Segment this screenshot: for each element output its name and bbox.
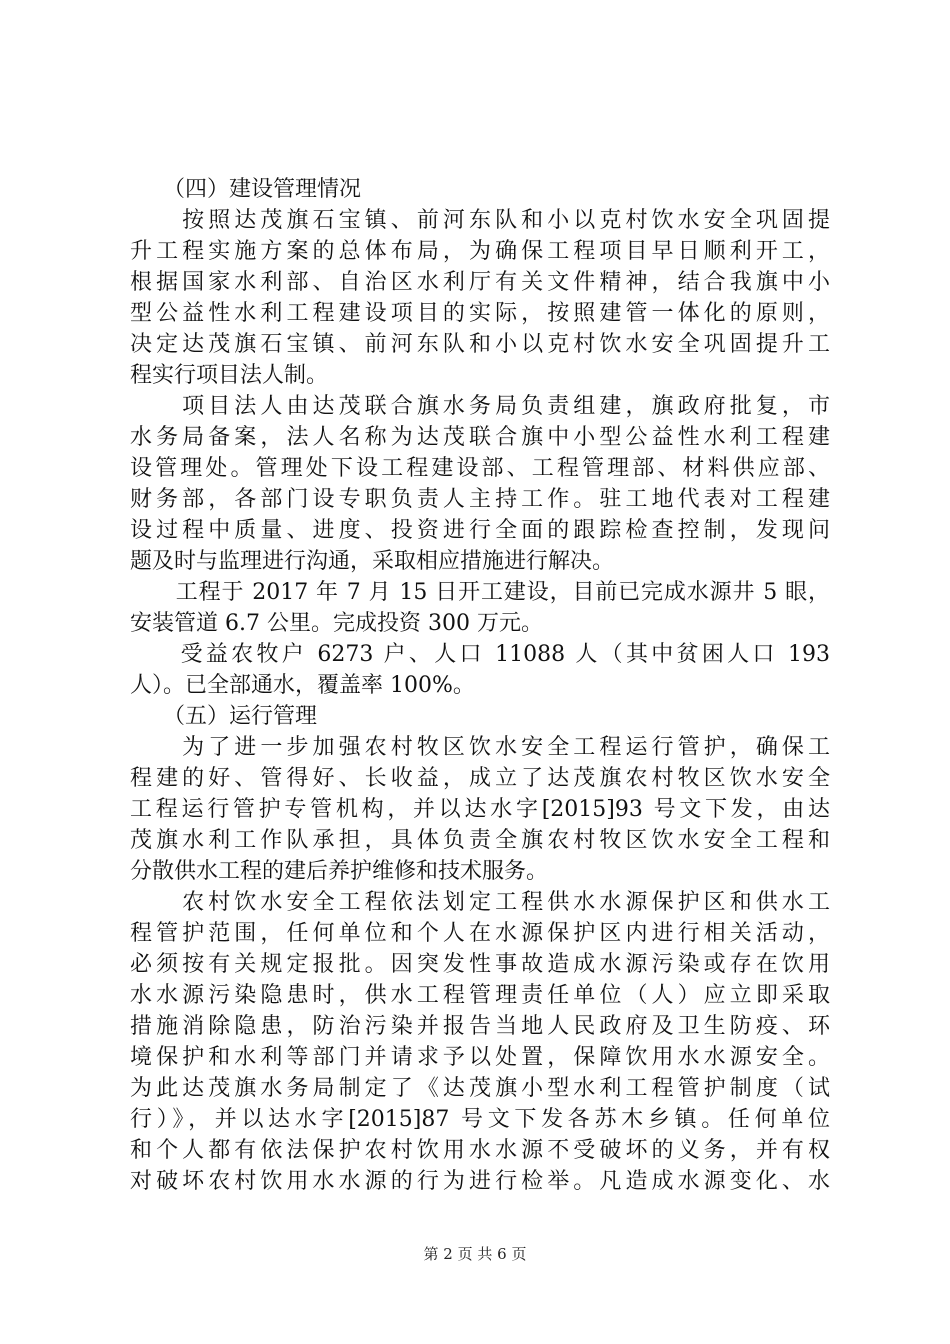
text-line: 分散供水工程的建后养护维修和技术服务。 xyxy=(130,859,549,884)
paragraph-project-legal-person xyxy=(130,391,830,577)
text-line: 决定达茂旗石宝镇、前河东队和小以克村饮水安全巩固提升工 xyxy=(130,332,830,357)
text-line: 设过程中质量、进度、投资进行全面的跟踪检查控制，发现问 xyxy=(130,518,830,543)
paragraph-beneficiaries xyxy=(130,639,830,701)
text-line: 根据国家水利部、自治区水利厅有关文件精神，结合我旗中小 xyxy=(130,270,830,295)
paragraph-water-source-protection xyxy=(130,887,830,1197)
text-line: 项目法人由达茂联合旗水务局负责组建，旗政府批复，市 xyxy=(130,394,830,419)
text-line: 工程运行管护专管机构，并以达水字[2015]93 号文下发，由达 xyxy=(130,797,830,822)
paragraph-operation-management xyxy=(130,732,830,887)
text-line: 对破坏农村饮用水水源的行为进行检举。凡造成水源变化、水 xyxy=(130,1169,830,1194)
text-line: 按照达茂旗石宝镇、前河东队和小以克村饮水安全巩固提 xyxy=(130,208,830,233)
text-line: 水水源污染隐患时，供水工程管理责任单位（人）应立即采取 xyxy=(130,983,830,1008)
text-line: 设管理处。管理处下设工程建设部、工程管理部、材料供应部、 xyxy=(130,456,830,481)
document-body xyxy=(130,174,830,1197)
text-line: 人）。已全部通水，覆盖率 100%。 xyxy=(130,673,475,698)
text-line: 必须按有关规定报批。因突发性事故造成水源污染或存在饮用 xyxy=(130,952,830,977)
text-line: 境保护和水利等部门并请求予以处置，保障饮用水水源安全。 xyxy=(130,1045,830,1070)
text-line: 财务部，各部门设专职负责人主持工作。驻工地代表对工程建 xyxy=(130,487,830,512)
text-line: 茂旗水利工作队承担，具体负责全旗农村牧区饮水安全工程和 xyxy=(130,828,830,853)
text-line: 型公益性水利工程建设项目的实际，按照建管一体化的原则， xyxy=(130,301,830,326)
text-line: 工程于 2017 年 7 月 15 日开工建设，目前已完成水源井 5 眼， xyxy=(130,580,830,605)
text-line: 安装管道 6.7 公里。完成投资 300 万元。 xyxy=(130,611,543,636)
section-heading-5: （五）运行管理 xyxy=(130,704,318,729)
text-line: 程管护范围，任何单位和个人在水源保护区内进行相关活动， xyxy=(130,921,830,946)
text-line: 升工程实施方案的总体布局，为确保工程项目早日顺利开工， xyxy=(130,239,830,264)
text-line: 题及时与监理进行沟通，采取相应措施进行解决。 xyxy=(130,549,615,574)
page-number: 第 2 页 共 6 页 xyxy=(423,1245,527,1263)
text-line: 程建的好、管得好、长收益，成立了达茂旗农村牧区饮水安全 xyxy=(130,766,830,791)
text-line: 程实行项目法人制。 xyxy=(130,363,329,388)
text-line: 水务局备案，法人名称为达茂联合旗中小型公益性水利工程建 xyxy=(130,425,830,450)
text-line: 为此达茂旗水务局制定了《达茂旗小型水利工程管护制度（试 xyxy=(130,1076,830,1101)
text-line: 措施消除隐患，防治污染并报告当地人民政府及卫生防疫、环 xyxy=(130,1014,830,1039)
text-line: 受益农牧户 6273 户、人口 11088 人（其中贫困人口 193 xyxy=(130,642,830,667)
section-heading-4: （四）建设管理情况 xyxy=(130,177,362,202)
text-line: 为了进一步加强农村牧区饮水安全工程运行管护，确保工 xyxy=(130,735,830,760)
page-footer xyxy=(0,1244,950,1264)
paragraph-construction-progress xyxy=(130,577,830,639)
paragraph-construction-management xyxy=(130,205,830,391)
text-line: 和个人都有依法保护农村饮用水水源不受破坏的义务，并有权 xyxy=(130,1138,830,1163)
text-line: 农村饮水安全工程依法划定工程供水水源保护区和供水工 xyxy=(130,890,830,915)
text-line: 行）》，并以达水字[2015]87 号文下发各苏木乡镇。任何单位 xyxy=(130,1107,830,1132)
